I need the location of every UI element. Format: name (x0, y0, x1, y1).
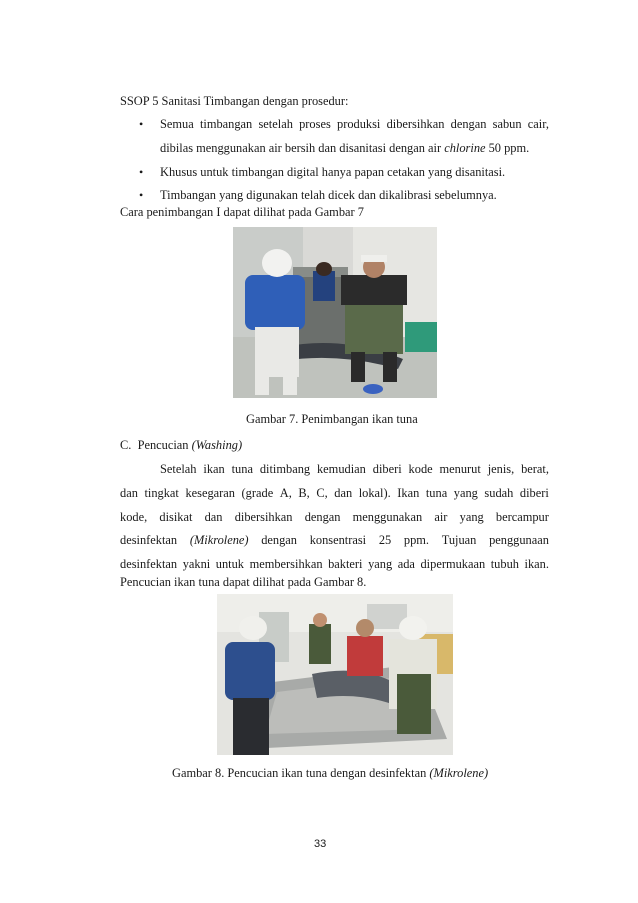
word: kode (408, 462, 433, 476)
word: diberi (372, 462, 402, 476)
word: air (434, 510, 448, 524)
word: B, (298, 486, 310, 500)
word: yakni (182, 557, 211, 571)
word: dibersihkan (234, 510, 293, 524)
section-heading: C. Pencucian (Washing) (120, 438, 243, 452)
weighing-tuna-photo (233, 227, 437, 398)
word: C, (316, 486, 328, 500)
page-number: 33 (314, 838, 327, 850)
word: A, (279, 486, 292, 500)
word: tubuh (490, 557, 519, 571)
bullet-dot: • (139, 165, 144, 179)
word: timbangan (199, 117, 253, 131)
word: berat, (521, 462, 549, 476)
paragraph-line-6: Pencucian ikan tuna dapat dilihat pada Gambar 8. (120, 575, 367, 589)
paragraph-line-3 (120, 509, 549, 525)
washing-tuna-photo (217, 594, 453, 755)
bullet-2: Khusus untuk timbangan digital hanya papan cetakan yang disanitasi. (160, 165, 506, 179)
word: menggunakan (352, 510, 423, 524)
paragraph-line-2 (120, 485, 549, 501)
bullet-dot: • (139, 117, 144, 131)
word: dengan (304, 510, 341, 524)
word: lokal). (358, 486, 391, 500)
procedure-intro: SSOP 5 Sanitasi Timbangan dengan prosedur: (120, 94, 349, 108)
word: diberi (519, 486, 549, 500)
word: tuna (231, 462, 253, 476)
word: proses (299, 117, 331, 131)
word: Semua (160, 117, 194, 131)
word: Setelah (160, 462, 197, 476)
word: setelah (258, 117, 293, 131)
word: produksi (337, 117, 381, 131)
word: Ikan (397, 486, 420, 500)
word: kesegaran (185, 486, 235, 500)
word: ada (397, 557, 415, 571)
paragraph-line-5 (120, 556, 549, 572)
figure-7-reference: Cara penimbangan I dapat dilihat pada Gambar 7 (120, 205, 364, 219)
word: bakteri (328, 557, 363, 571)
word: dibersihkan (386, 117, 445, 131)
word: menurut (439, 462, 481, 476)
paragraph-line-1 (160, 461, 549, 477)
figure-7-photo (233, 227, 437, 398)
word: yang (368, 557, 393, 571)
figure-8-caption: Gambar 8. Pencucian ikan tuna dengan desinfektan (Mikrolene) (172, 766, 489, 780)
word: disikat (159, 510, 193, 524)
word: yang (459, 510, 484, 524)
word: ikan. (524, 557, 549, 571)
bullet-3: Timbangan yang digunakan telah dicek dan dikalibrasi sebelumnya. (160, 188, 497, 202)
figure-7-caption: Gambar 7. Penimbangan ikan tuna (246, 412, 418, 426)
word: dan (204, 510, 223, 524)
word: membersihkan (249, 557, 323, 571)
word: cair, (527, 117, 549, 131)
word: kemudian (316, 462, 366, 476)
bullet-dot: • (139, 188, 144, 202)
word: kode, (120, 510, 148, 524)
word: sudah (484, 486, 514, 500)
word: desinfektan (120, 557, 178, 571)
word: tuna (425, 486, 448, 500)
word: dengan (450, 117, 487, 131)
word: ikan (203, 462, 225, 476)
word: tingkat (144, 486, 179, 500)
word: (grade (241, 486, 274, 500)
word: bercampur (495, 510, 549, 524)
word: ditimbang (259, 462, 311, 476)
word: dan (120, 486, 138, 500)
bullet-1-line-2: dibilas menggunakan air bersih dan disanitasi dengan air chlorine 50 ppm. (160, 141, 530, 155)
word: yang (453, 486, 478, 500)
word: untuk (215, 557, 245, 571)
word: jenis, (487, 462, 515, 476)
word: dipermukaan (420, 557, 486, 571)
paragraph-line-4: desinfektan (Mikrolene) dengan konsentrasi 25 ppm. Tujuan penggunaan (120, 533, 549, 547)
bullet-1-line-1 (160, 116, 549, 132)
figure-8-photo (217, 594, 453, 755)
word: dan (334, 486, 353, 500)
word: sabun (492, 117, 522, 131)
